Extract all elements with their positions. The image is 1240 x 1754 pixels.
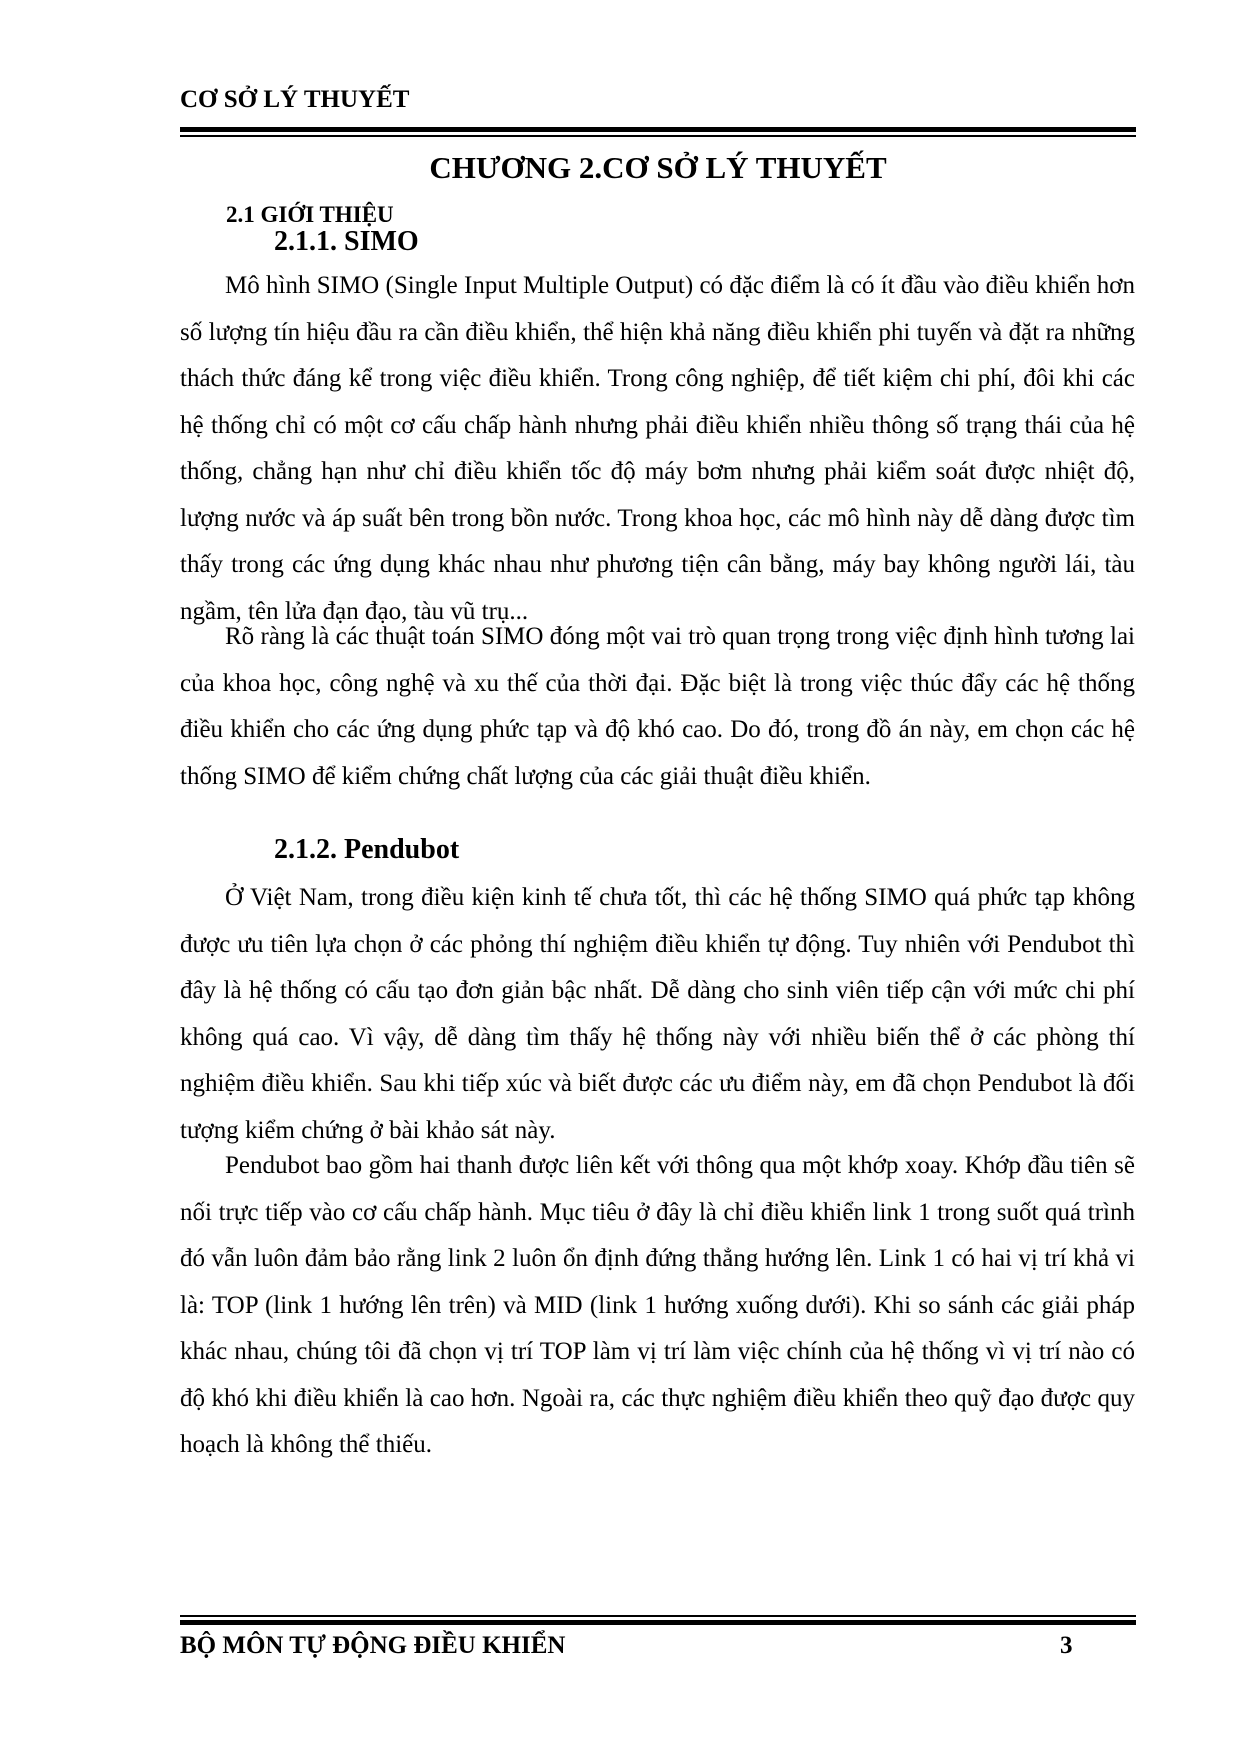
- header-rule-thin: [180, 135, 1136, 137]
- subsection-heading-pendubot: 2.1.2. Pendubot: [274, 834, 460, 865]
- footer-rule-thin: [180, 1615, 1136, 1617]
- chapter-title: CHƯƠNG 2.CƠ SỞ LÝ THUYẾT: [429, 150, 887, 185]
- paragraph-simo-intro: Mô hình SIMO (Single Input Multiple Output) có đặc điểm là có ít đầu vào điều khiển hơn số lượng tín hiệu đầu ra cần điều khiển, thể hiện khả năng điều khiển phi tuyến và đặt ra những thách thức đáng kể trong việc điều khiển. Trong công nghiệp, để tiết kiệm chi phí, đôi khi các hệ thống chỉ có một cơ cấu chấp hành nhưng phải điều khiển nhiều thông số trạng thái của hệ thống, chẳng hạn như chỉ điều khiển tốc độ máy bơm nhưng phải kiểm soát được nhiệt độ, lượng nước và áp suất bên trong bồn nước. Trong khoa học, các mô hình này dễ dàng được tìm thấy trong các ứng dụng khác nhau như phương tiện cân bằng, máy bay không người lái, tàu ngầm, tên lửa đạn đạo, tàu vũ trụ...: [180, 272, 1135, 625]
- subsection-heading-simo: 2.1.1. SIMO: [274, 226, 419, 257]
- section-heading: 2.1 GIỚI THIỆU: [226, 202, 394, 227]
- paragraph-simo-importance: Rõ ràng là các thuật toán SIMO đóng một vai trò quan trọng trong việc định hình tương lai của khoa học, công nghệ và xu thế của thời đại. Đặc biệt là trong việc thúc đẩy các hệ thống điều khiển cho các ứng dụng phức tạp và độ khó cao. Do đó, trong đồ án này, em chọn các hệ thống SIMO để kiểm chứng chất lượng của các giải thuật điều khiển.: [180, 623, 1135, 790]
- running-footer: BỘ MÔN TỰ ĐỘNG ĐIỀU KHIỂN: [180, 1632, 566, 1659]
- running-header: CƠ SỞ LÝ THUYẾT: [180, 86, 410, 113]
- paragraph-pendubot-structure: Pendubot bao gồm hai thanh được liên kết với thông qua một khớp xoay. Khớp đầu tiên sẽ nối trực tiếp vào cơ cấu chấp hành. Mục tiêu ở đây là chỉ điều khiển link 1 trong suốt quá trình đó vẫn luôn đảm bảo rằng link 2 luôn ổn định đứng thẳng hướng lên. Link 1 có hai vị trí khả vi là: TOP (link 1 hướng lên trên) và MID (link 1 hướng xuống dưới). Khi so sánh các giải pháp khác nhau, chúng tôi đã chọn vị trí TOP làm vị trí làm việc chính của hệ thống vì vị trí nào có độ khó khi điều khiển là cao hơn. Ngoài ra, các thực nghiệm điều khiển theo quỹ đạo được quy hoạch là không thể thiếu.: [180, 1152, 1135, 1458]
- page-number: 3: [1060, 1632, 1073, 1659]
- footer-rule-thick: [180, 1620, 1136, 1625]
- header-rule-thick: [180, 127, 1136, 132]
- paragraph-pendubot-vietnam: Ở Việt Nam, trong điều kiện kinh tế chưa tốt, thì các hệ thống SIMO quá phức tạp không được ưu tiên lựa chọn ở các phỏng thí nghiệm điều khiển tự động. Tuy nhiên với Pendubot thì đây là hệ thống có cấu tạo đơn giản bậc nhất. Dễ dàng cho sinh viên tiếp cận với mức chi phí không quá cao. Vì vậy, dễ dàng tìm thấy hệ thống này với nhiều biến thể ở các phòng thí nghiệm điều khiển. Sau khi tiếp xúc và biết được các ưu điểm này, em đã chọn Pendubot là đối tượng kiểm chứng ở bài khảo sát này.: [180, 884, 1135, 1144]
